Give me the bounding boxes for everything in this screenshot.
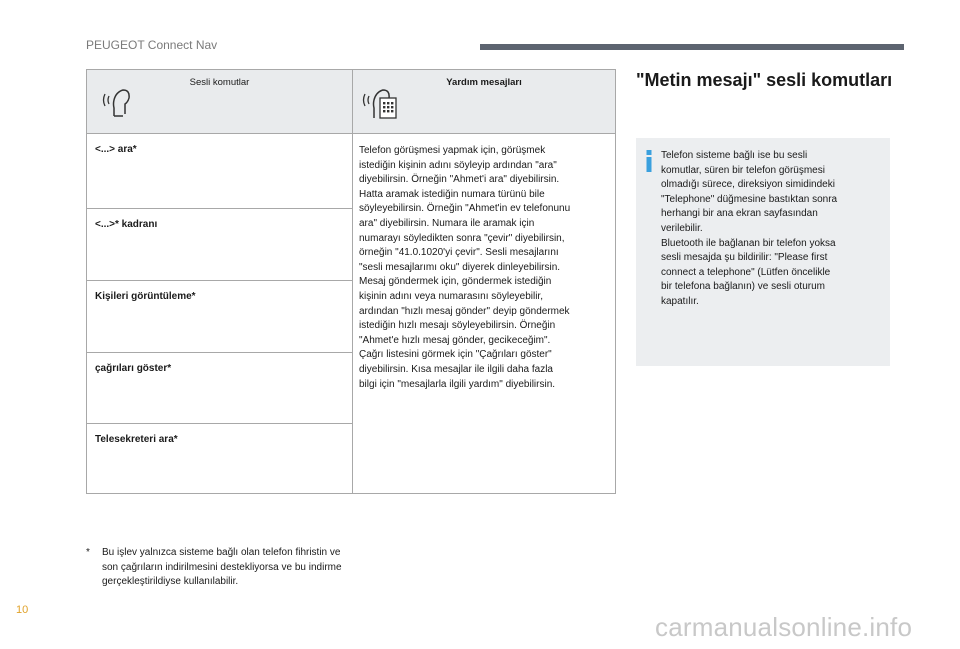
document-header-title: PEUGEOT Connect Nav [86,38,218,52]
voice-command-call: <...> ara* [95,144,137,155]
voice-command-show-calls: çağrıları göster* [95,363,172,374]
header-label-help-messages: Yardım mesajları [446,77,522,88]
voice-command-icon [101,84,133,120]
footnote-marker: * [86,547,90,558]
voice-commands-table [86,69,616,494]
voice-command-dial: <...>* kadranı [95,219,158,230]
page-number: 10 [16,604,29,616]
voice-help-icon [361,84,401,122]
header-label-voice-commands: Sesli komutlar [189,77,250,88]
section-title: "Metin mesajı" sesli komutları [636,70,893,90]
table-row [87,280,352,352]
help-message-text: Telefon görüşmesi yapmak için, görüşmek istediğin kişinin adını söyleyip ardından "ara" diyebilirsin. Örneğin "Ahmet'i ara" diyebilirsin. Hatta aramak istediğin numara türünü bile söyleyebilirsin. Örneğin "Ahmet'in ev telefonunu ara" diyebilirsin. Numara ile aramak için numarayı söyledikten sonra "çevir" diyebilirsin, örneğin "41.0.1020'yi çevir". Sesli mesajlarını "sesli mesajlarımı oku" diyerek dinleyebilirsin. Mesaj göndermek için, göndermek istediğin kişinin adını veya numarasını söyleyebilir, ardından "hızlı mesaj gönder" deyip göndermek istediğin hızlı mesajı söyleyebilirsin. Örneğin "Ahmet'e hızlı mesaj gönder, gecikeceğim". Çağrı listesini görmek için "Çağrıları göster" diyebilirsin. Kısa mesajlar ile ilgili daha fazla bilgi için "mesajlarla ilgili yardım" diyebilirsin. [359,145,571,390]
column-divider [352,70,353,493]
info-icon [645,150,653,172]
header-bar [480,44,904,50]
footnote [86,546,346,590]
table-header-voice-commands [87,70,352,133]
voice-command-voicemail: Telesekreteri ara* [95,434,178,445]
voice-command-contacts: Kişileri görüntüleme* [95,291,196,302]
table-header-row [87,70,615,134]
info-box [636,138,890,366]
info-text: Telefon sisteme bağlı ise bu sesli komutlar, süren bir telefon görüşmesi olmadığı sürece, direksiyon simidindeki "Telephone" düğmesine bastıktan sonra herhangi bir ana ekran sayfasından verilebilir. Bluetooth ile bağlanan bir telefon yoksa sesli mesajda şu bildirilir: "Please first connect a telephone" (Lütfen öncelikle bir telefona bağlanın) ve sesli oturum kapatılır. [661,150,838,307]
footnote-text: Bu işlev yalnızca sisteme bağlı olan telefon fihristin ve son çağrıların indirilmesini destekliyorsa ve bu indirme gerçekleştirildiyse kullanılabilir. [102,547,342,588]
table-row [87,352,352,423]
watermark: carmanualsonline.info [655,612,913,642]
table-row [87,423,352,493]
table-row [87,134,352,208]
table-row [87,208,352,280]
table-header-help-messages [353,70,615,133]
